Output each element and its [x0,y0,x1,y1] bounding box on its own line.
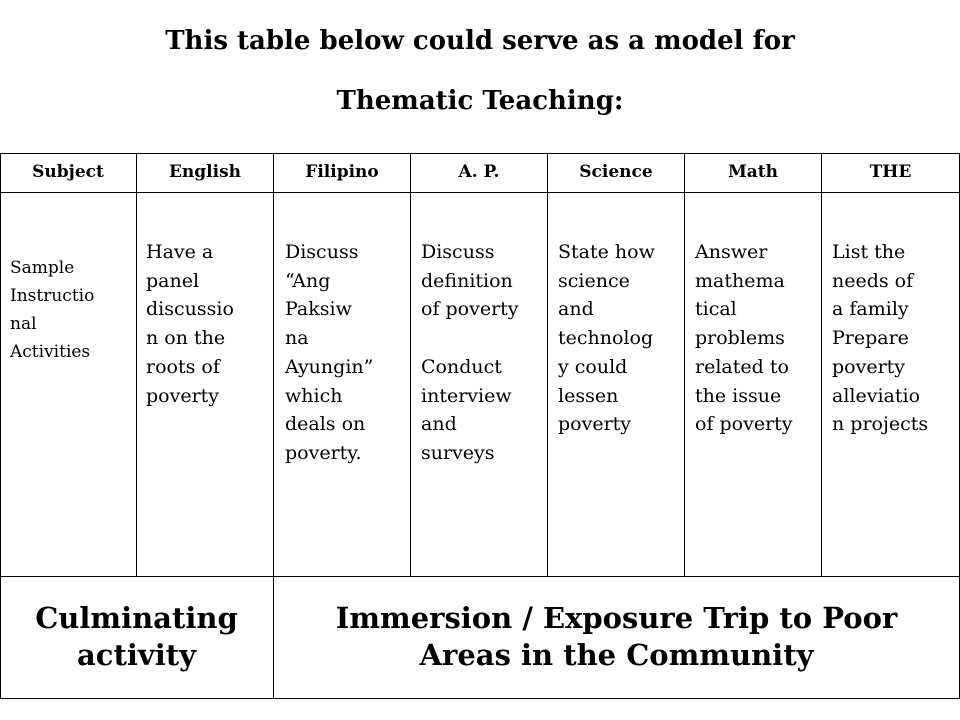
header-science: Science [579,162,653,182]
page-title: This table below could serve as a model for [165,26,795,56]
header-filipino: Filipino [305,162,379,182]
culminating-activity-value: Immersion / Exposure Trip to Poor Areas in the Community [335,601,898,672]
header-math: Math [727,162,779,182]
activity-math: Answer mathema tical problems related to the issue of poverty [695,241,793,436]
column-divider [136,153,137,576]
column-divider [410,153,411,576]
column-divider [821,153,822,576]
header-the: THE [869,162,912,182]
row-label-activities: Sample Instructio nal Activities [10,258,95,362]
culminating-activity-label: Culminating activity [35,601,238,672]
column-divider [547,153,548,576]
activity-the: List the needs of a family Prepare poverty alleviatio n projects [832,241,929,436]
activity-science: State how science and technolog y could lessen poverty [558,241,655,436]
header-subject: Subject [32,162,104,182]
column-divider [684,153,685,576]
header-divider [0,192,960,193]
header-ap: A. P. [458,162,500,182]
activity-filipino: Discuss “Ang Paksiw na Ayungin” which deals on poverty. [285,241,374,464]
header-english: English [168,162,242,182]
activities-divider [0,576,960,577]
activity-english: Have a panel discussio n on the roots of poverty [146,241,234,407]
activity-ap: Discuss definition of poverty Conduct interview and surveys [421,241,519,464]
page-subtitle: Thematic Teaching: [336,86,624,116]
table-bottom-border [0,698,960,699]
